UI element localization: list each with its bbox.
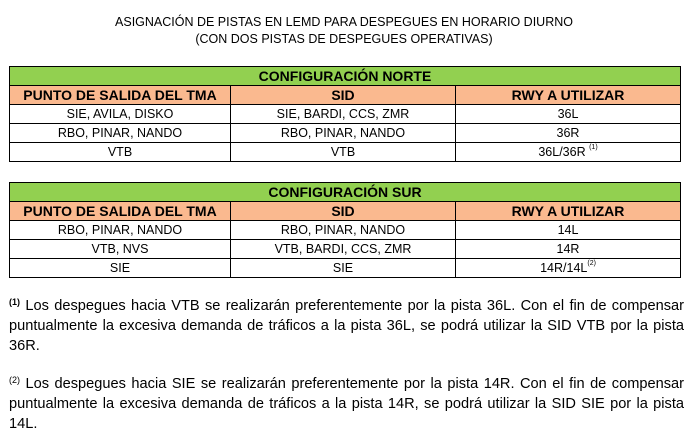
col-header-sid: SID (231, 86, 456, 105)
column-header-row (10, 86, 681, 105)
table-row (10, 221, 681, 240)
table-row (10, 240, 681, 259)
footnote-1-mark: (1) (9, 297, 20, 307)
cell-sid: RBO, PINAR, NANDO (231, 124, 456, 143)
cell-tma: RBO, PINAR, NANDO (10, 124, 231, 143)
table-row (10, 259, 681, 278)
cell-rwy (456, 124, 681, 143)
cell-rwy (456, 240, 681, 259)
footnote-1 (9, 296, 684, 356)
cell-rwy (456, 105, 681, 124)
config-header-row (10, 67, 681, 86)
table-row (10, 105, 681, 124)
footnote-2-text: Los despegues hacia SIE se realizarán preferentemente por la pista 14R. Con el fin de compensar puntualmente la excesiva demanda de tráficos a la pista 14R, se podrá utilizar la SID SIE por la pista 14L. (9, 376, 684, 432)
rwy-value: 36L/36R (538, 145, 586, 159)
rwy-value: 14R (556, 242, 580, 256)
cell-tma: VTB, NVS (10, 240, 231, 259)
rwy-value: 14L (557, 223, 579, 237)
footnote-mark-2: (2) (587, 260, 596, 267)
footnote-mark-1: (1) (589, 144, 598, 151)
cell-sid: VTB, BARDI, CCS, ZMR (231, 240, 456, 259)
table-row (10, 124, 681, 143)
col-header-sid: SID (231, 202, 456, 221)
table-row (10, 143, 681, 162)
cell-sid: SIE, BARDI, CCS, ZMR (231, 105, 456, 124)
footnote-2-mark: (2) (9, 375, 20, 385)
cell-tma: SIE (10, 259, 231, 278)
config-header-row (10, 183, 681, 202)
config-title: CONFIGURACIÓN NORTE (10, 67, 681, 86)
cell-tma: RBO, PINAR, NANDO (10, 221, 231, 240)
table-configuracion-sur (9, 182, 681, 278)
col-header-tma: PUNTO DE SALIDA DEL TMA (10, 202, 231, 221)
column-header-row (10, 202, 681, 221)
cell-sid: RBO, PINAR, NANDO (231, 221, 456, 240)
rwy-value: 36R (556, 126, 580, 140)
col-header-rwy: RWY A UTILIZAR (456, 202, 681, 221)
table-configuracion-norte (9, 66, 681, 162)
cell-rwy (456, 259, 681, 278)
title-line-1: ASIGNACIÓN DE PISTAS EN LEMD PARA DESPEGUES EN HORARIO DIURNO (115, 15, 573, 29)
cell-tma: VTB (10, 143, 231, 162)
cell-rwy (456, 143, 681, 162)
title-line-2: (CON DOS PISTAS DE DESPEGUES OPERATIVAS) (195, 32, 493, 46)
footnote-1-text: Los despegues hacia VTB se realizarán preferentemente por la pista 36L. Con el fin de compensar puntualmente la excesiva demanda de tráficos a la pista 36L, se podrá utilizar la SID VTB por la pista 36R. (9, 298, 684, 354)
rwy-value: 36L (557, 107, 579, 121)
cell-rwy (456, 221, 681, 240)
col-header-rwy: RWY A UTILIZAR (456, 86, 681, 105)
config-title: CONFIGURACIÓN SUR (10, 183, 681, 202)
cell-sid: VTB (231, 143, 456, 162)
document-title (0, 14, 688, 48)
rwy-value: 14R/14L (540, 261, 588, 275)
cell-sid: SIE (231, 259, 456, 278)
cell-tma: SIE, AVILA, DISKO (10, 105, 231, 124)
col-header-tma: PUNTO DE SALIDA DEL TMA (10, 86, 231, 105)
footnote-2 (9, 374, 684, 434)
